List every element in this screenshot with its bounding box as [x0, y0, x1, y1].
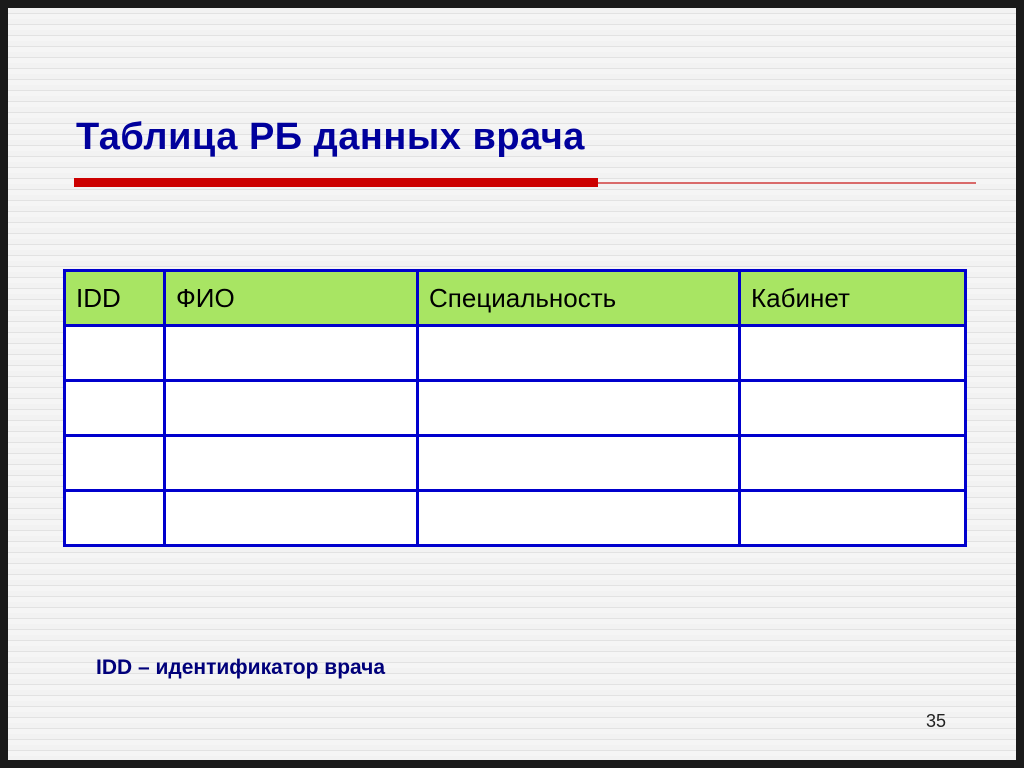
slide-content: [8, 8, 1016, 760]
table-cell: [418, 491, 740, 546]
table-cell: [65, 436, 165, 491]
table-cell: [165, 381, 418, 436]
table-row: [65, 491, 966, 546]
title-underline: [74, 178, 976, 188]
table-row: [65, 381, 966, 436]
table-cell: [165, 436, 418, 491]
title-underline-thin: [598, 182, 976, 184]
title-underline-thick: [74, 178, 598, 187]
table-cell: [740, 436, 966, 491]
page-number: 35: [926, 711, 947, 731]
table-cell: [418, 326, 740, 381]
table-cell: [65, 381, 165, 436]
column-header-fio: ФИО: [165, 271, 418, 326]
column-header-specialty: Специальность: [418, 271, 740, 326]
table-cell: [740, 491, 966, 546]
table-cell: [65, 491, 165, 546]
column-header-idd: IDD: [65, 271, 165, 326]
table-header-row: [65, 271, 966, 326]
table-cell: [165, 326, 418, 381]
table-row: [65, 326, 966, 381]
table-cell: [740, 326, 966, 381]
column-header-room: Кабинет: [740, 271, 966, 326]
table-row: [65, 436, 966, 491]
table-cell: [418, 436, 740, 491]
doctor-data-table: [63, 269, 967, 547]
table-cell: [165, 491, 418, 546]
table-cell: [418, 381, 740, 436]
footnote-text: IDD – идентификатор врача: [96, 656, 386, 679]
table-cell: [740, 381, 966, 436]
table-cell: [65, 326, 165, 381]
page-title: Таблица РБ данных врача: [76, 116, 585, 158]
